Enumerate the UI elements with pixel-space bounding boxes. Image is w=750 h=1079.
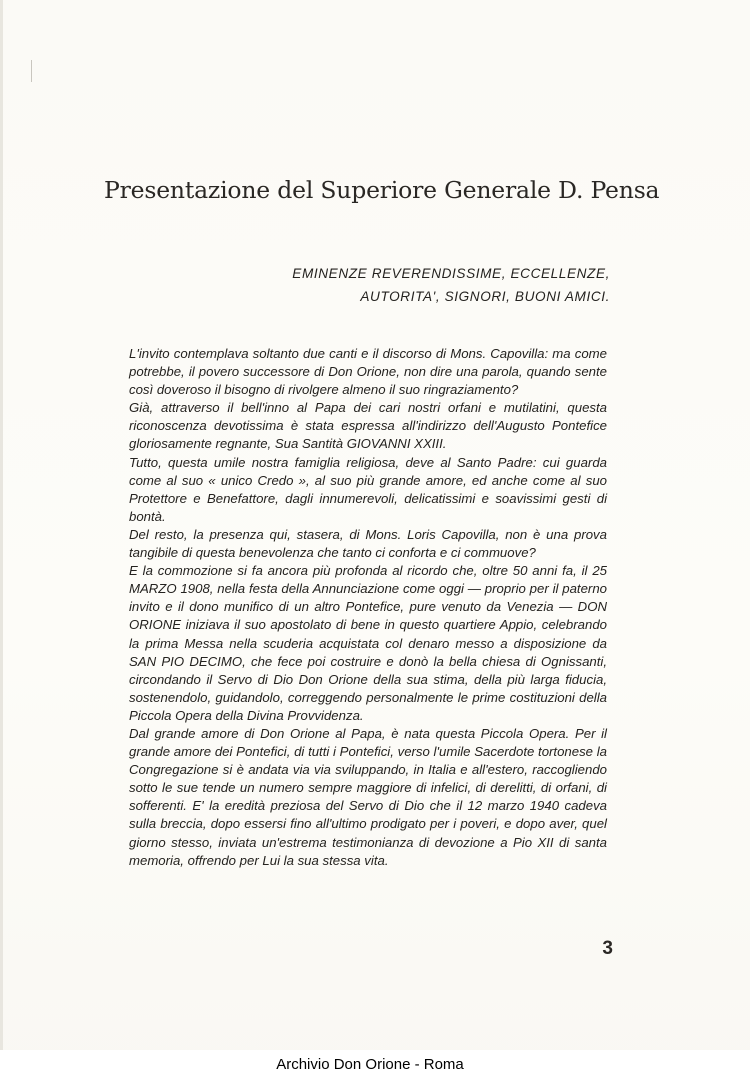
page-number: 3 [602,938,613,959]
salutation [280,262,610,308]
scan-mark [31,60,32,82]
salutation-line: AUTORITA', SIGNORI, BUONI AMICI. [360,289,610,304]
paragraph: Già, attraverso il bell'inno al Papa dei cari nostri orfani e mutilatini, questa riconoscenza devotissima è stata espressa all'indirizzo dell'Augusto Pontefice gloriosamente regnante, Sua Santità GIOVANNI XXIII. [129,400,607,452]
paragraph: Tutto, questa umile nostra famiglia religiosa, deve al Santo Padre: cui guarda come al suo « unico Credo », al suo più grande amore, ed anche come al suo Protettore e Benefattore, dagli innumerevoli, delicatissimi e soavissimi gesti di bontà. [129,454,607,524]
paragraph: Dal grande amore di Don Orione al Papa, è nata questa Piccola Opera. Per il grande amore dei Pontefici, di tutti i Pontefici, verso l'umile Sacerdote tortonese la Congregazione si è andata via via sviluppando, in Italia e all'estero, raccogliendo sotto le sue tende un numero sempre maggiore di infelici, di derelitti, di orfani, di sofferenti. E' la eredità preziosa del Servo di Dio che il 12 marzo 1940 cadeva sulla breccia, dopo essersi fino all'ultimo prodigato per i poveri, e dopo aver, quel giorno stesso, inviata un'estrema testimonianza di devozione a Pio XII di santa memoria, offrendo per Lui la sua stessa vita. [129,725,607,868]
archive-label: Archivio Don Orione - Roma [276,1056,464,1073]
paragraph: E la commozione si fa ancora più profonda al ricordo che, oltre 50 anni fa, il 25 MARZO 1908, nella festa della Annunciazione come oggi — proprio per il paterno invito e il dono munifico di un altro Pontefice, pure venuto da Venezia — DON ORIONE iniziava il suo apostolato di bene in questo quartiere Appio, celebrando la prima Messa nella scuderia acquistata col denaro messo a disposizione da SAN PIO DECIMO, che fece poi costruire e donò la bella chiesa di Ognissanti, circondando il Servo di Dio Don Orione della sua stima, della più larga fiducia, sostenendolo, guidandolo, correggendo personalmente le prime costituzioni della Piccola Opera della Divina Provvidenza. [129,563,607,723]
page-title: Presentazione del Superiore Generale D. Pensa [104,176,660,204]
salutation-line: EMINENZE REVERENDISSIME, ECCELLENZE, [292,266,610,281]
paragraph: Del resto, la presenza qui, stasera, di Mons. Loris Capovilla, non è una prova tangibile di questa benevolenza che tanto ci conforta e ci commuove? [129,526,607,561]
paragraph: L'invito contemplava soltanto due canti e il discorso di Mons. Capovilla: ma come potrebbe, il povero successore di Don Orione, non dire una parola, quando sente così doveroso il bisogno di rivolgere almeno il suo ringraziamento? [129,346,607,398]
body-text [129,345,607,870]
